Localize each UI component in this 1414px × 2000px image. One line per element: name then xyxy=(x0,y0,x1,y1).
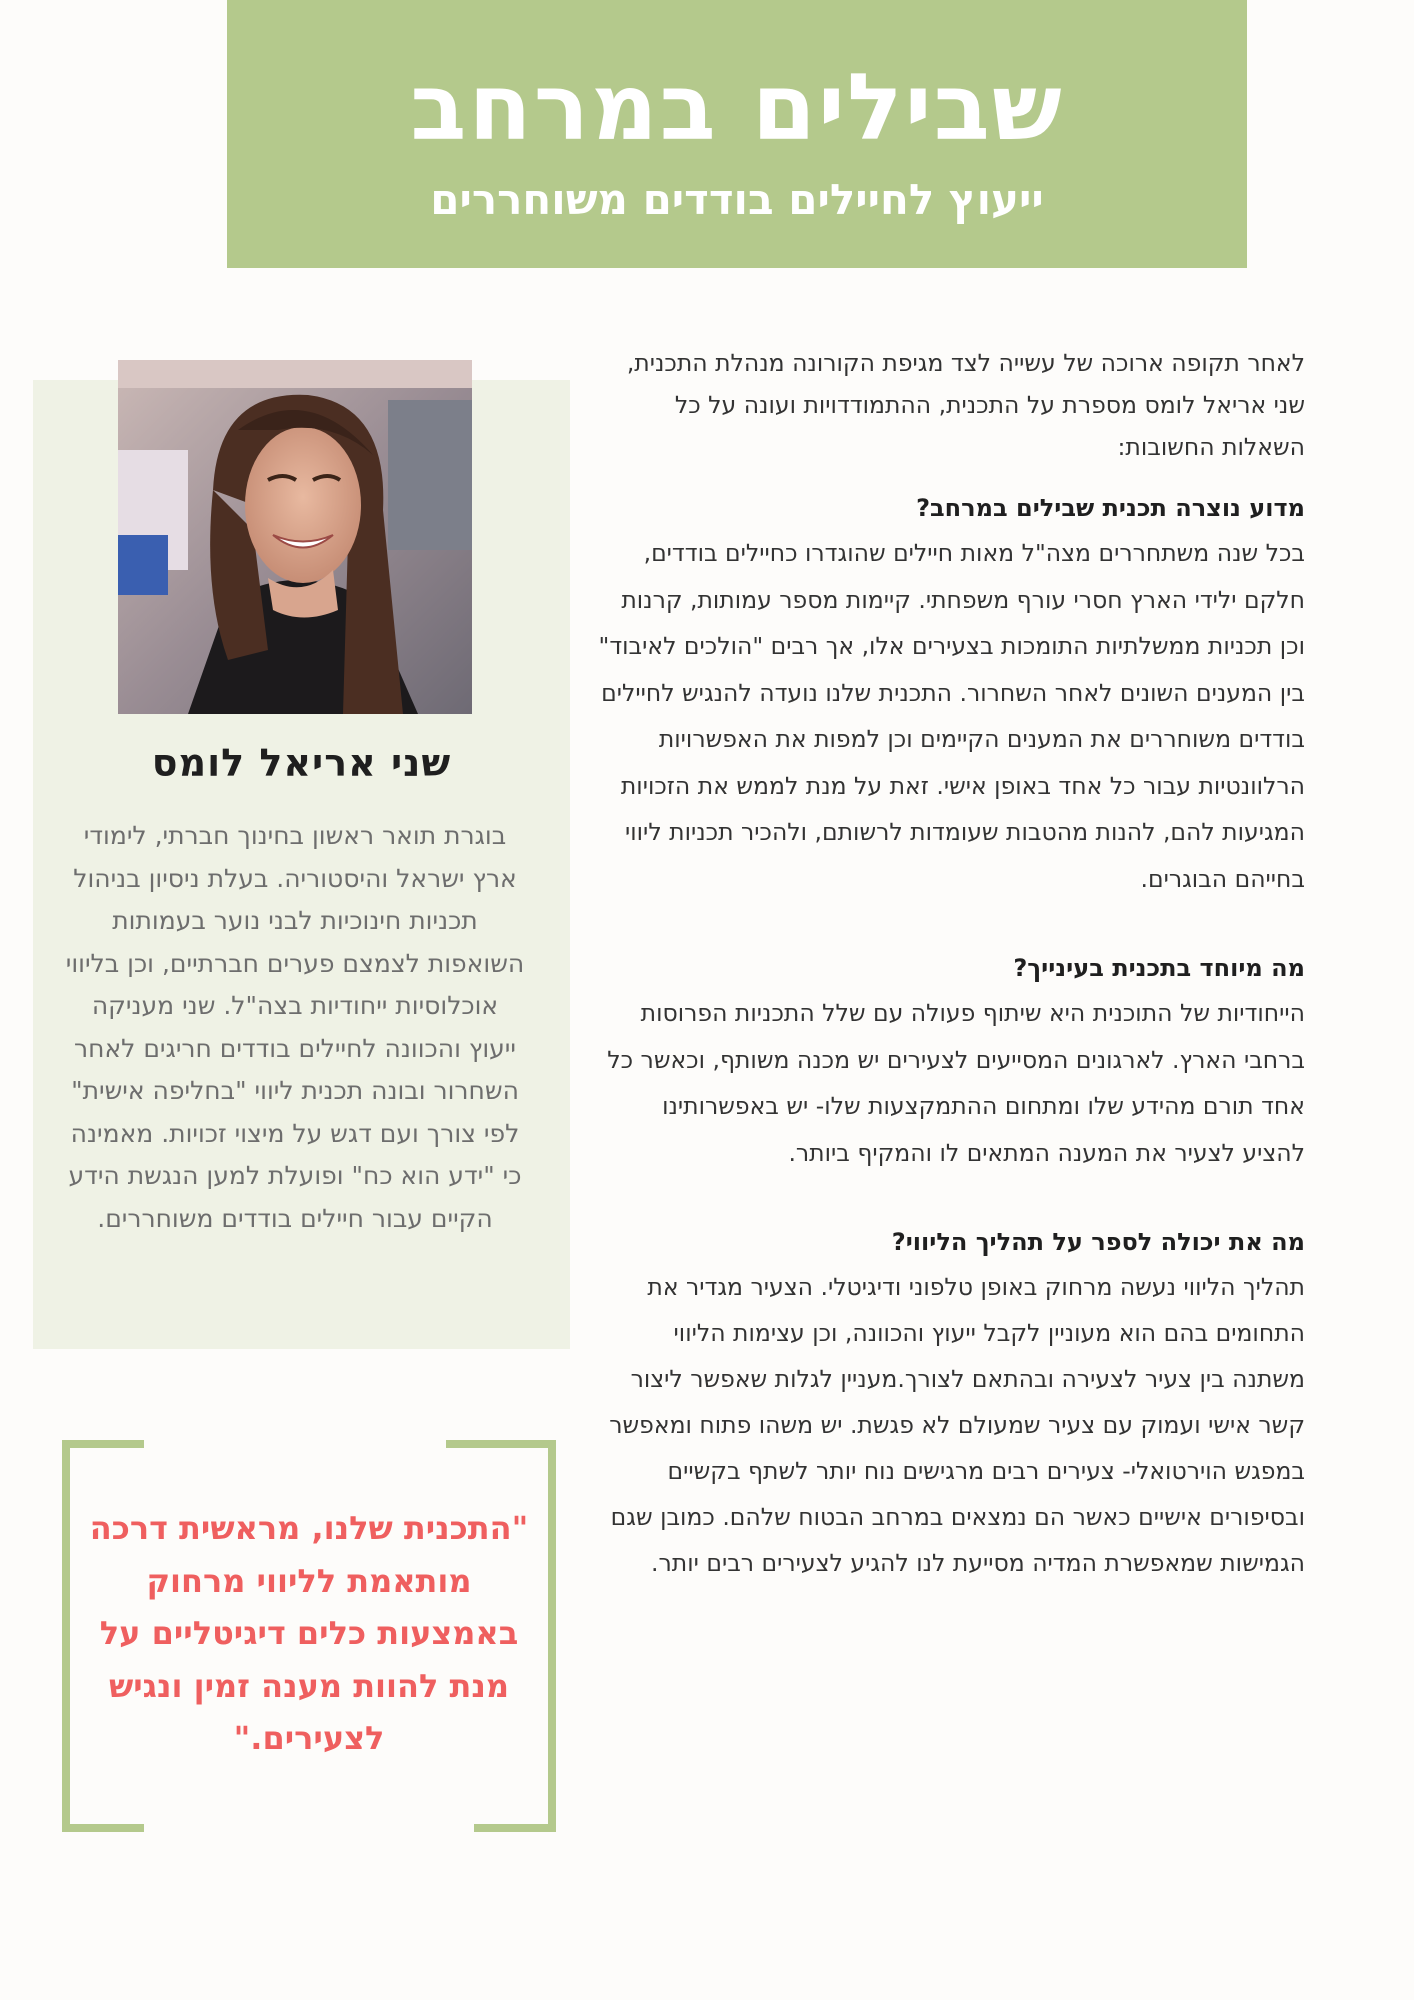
answer-3: תהליך הליווי נעשה מרחוק באופן טלפוני ודיגיטלי. הצעיר מגדיר את התחומים בהם הוא מעוניין לקבל ייעוץ והכוונה, וכן עצימות הליווי משתנה בין צעיר לצעירה ובהתאם לצורך.מעניין לגלות שאפשר ליצור קשר אישי ועמוק עם צעיר שמעולם לא פגשת. יש משהו פתוח ומאפשר במפגש הוירטואלי- צעירים רבים מרגישים נוח יותר לשתף בקשיים ובסיפורים אישיים כאשר הם נמצאים במרחב הבטוח שלהם. כמובן שגם הגמישות שמאפשרת המדיה מסייעת לנו להגיע לצעירים רבים יותר. xyxy=(609,1273,1305,1577)
bracket-left-vertical xyxy=(62,1440,70,1832)
bracket-left-top xyxy=(62,1440,144,1448)
bracket-left-bottom xyxy=(62,1824,144,1832)
page-subtitle: ייעוץ לחיילים בודדים משוחררים xyxy=(430,175,1044,224)
quote-text: "התכנית שלנו, מראשית דרכה מותאמת לליווי מרחוק באמצעות כלים דיגיטליים על מנת להוות מענה זמין ונגיש לצעירים." xyxy=(89,1509,529,1757)
pull-quote xyxy=(62,1440,556,1832)
question-3: מה את יכולה לספר על תהליך הליווי? xyxy=(891,1228,1305,1256)
person-name: שני אריאל לומס xyxy=(151,741,452,785)
answer-1: בכל שנה משתחררים מצה"ל מאות חיילים שהוגדרו כחיילים בודדים, חלקם ילידי הארץ חסרי עורף משפחתי. קיימות מספר עמותות, קרנות וכן תכניות ממשלתיות התומכות בצעירים אלו, אך רבים "הולכים לאיבוד" בין המענים השונים לאחר השחרור. התכנית שלנו נועדה להנגיש לחיילים בודדים משוחררים את המענים הקיימים וכן למפות את האפשרויות הרלוונטיות עבור כל אחד באופן אישי. זאת על מנת לממש את הזכויות המגיעות להם, להנות מהטבות שעומדות לרשותם, ולהכיר תכניות ליווי בחייהם הבוגרים. xyxy=(598,539,1305,893)
portrait-photo-icon xyxy=(118,360,472,714)
question-1: מדוע נוצרה תכנית שבילים במרחב? xyxy=(916,494,1305,522)
bracket-right-top xyxy=(446,1440,556,1448)
answer-2: הייחודיות של התוכנית היא שיתוף פעולה עם שלל התכניות הפרוסות ברחבי הארץ. לארגונים המסייעים לצעירים יש מכנה משותף, וכאשר כל אחד תורם מהידע שלו ומתחום ההתמקצעות שלו- יש באפשרותינו להציע לצעיר את המענה המתאים לו והמקיף ביותר. xyxy=(607,999,1305,1167)
page-header xyxy=(227,0,1247,268)
article-body xyxy=(595,342,1305,1586)
intro-paragraph: לאחר תקופה ארוכה של עשייה לצד מגיפת הקורונה מנהלת התכנית, שני אריאל לומס מספרת על התכנית, ההתמודדויות ועונה על כל השאלות החשובות: xyxy=(626,349,1305,461)
person-bio: בוגרת תואר ראשון בחינוך חברתי, לימודי ארץ ישראל והיסטוריה. בעלת ניסיון בניהול תכניות חינוכיות לבני נוער בעמותות השואפות לצמצם פערים חברתיים, וכן בליווי אוכלוסיות ייחודיות בצה"ל. שני מעניקה ייעוץ והכוונה לחיילים בודדים חריגים לאחר השחרור ובונה תכנית ליווי "בחליפה אישית" לפי צורך ועם דגש על מיצוי זכויות. מאמינה כי "ידע הוא כח" ופועלת למען הנגשת הידע הקיים עבור חיילים בודדים משוחררים. xyxy=(65,821,525,1233)
portrait-photo xyxy=(118,360,472,714)
bracket-right-vertical xyxy=(548,1440,556,1832)
page-title: שבילים במרחב xyxy=(410,54,1064,161)
question-2: מה מיוחד בתכנית בעינייך? xyxy=(1013,954,1305,982)
bracket-right-bottom xyxy=(474,1824,556,1832)
